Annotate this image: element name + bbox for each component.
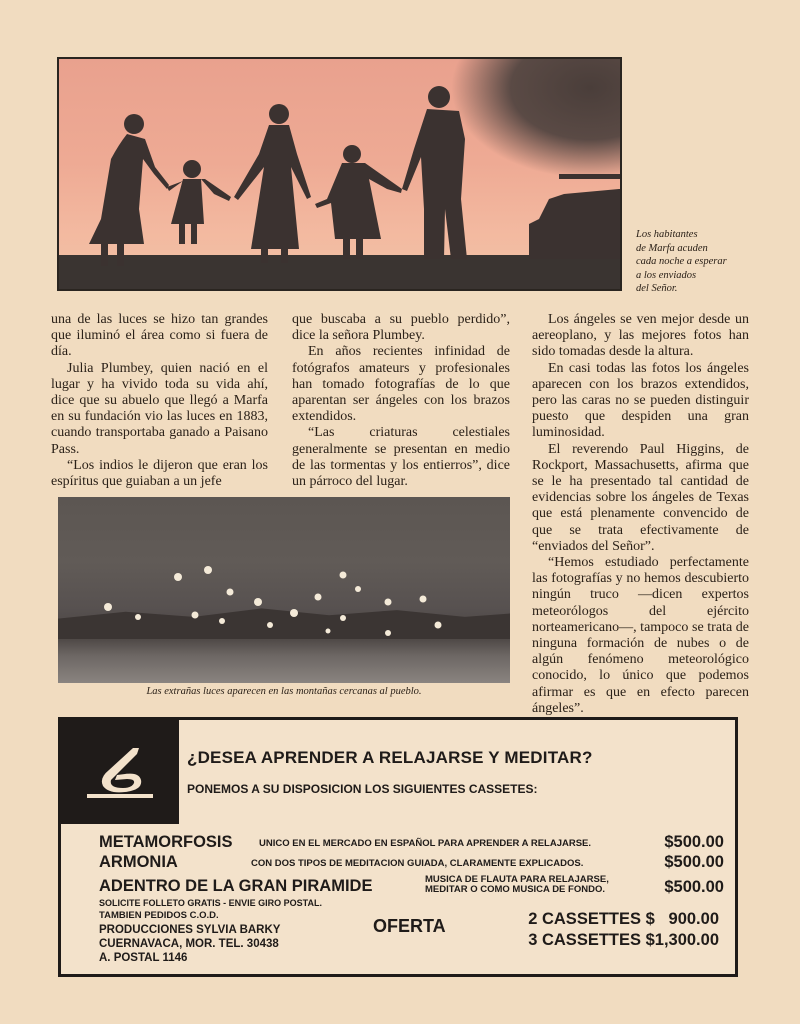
paragraph: En años recientes infinidad de fotógrafos amateurs y profesionales han tomado fotografías de lo que aparentan ser ángeles con los brazos extendidos. (292, 344, 510, 425)
cassette-item (99, 833, 724, 853)
article-column-3 (532, 312, 749, 717)
paragraph: Los ángeles se ven mejor desde un aereoplano, y las mejores fotos han sido tomadas desde la altura. (532, 312, 749, 360)
logo-block (61, 720, 179, 824)
offer-label: OFERTA (373, 916, 446, 936)
cassette-name: ARMONIA (99, 853, 178, 871)
article-column-1 (51, 312, 268, 490)
paragraph: El reverendo Paul Higgins, de Rockport, Massachusetts, afirma que se le ha presentado tal cantidad de evidencias sobre los ángeles de Texas que está plenamente convencido de que se trata efectivamente de “enviados del Señor”. (532, 441, 749, 554)
contact-details (99, 923, 280, 965)
ad-note: SOLICITE FOLLETO GRATIS - ENVIE GIRO POSTAL. (99, 898, 323, 908)
cassette-price: $500.00 (664, 833, 724, 851)
contact-line: A. POSTAL 1146 (99, 952, 188, 964)
contact-info (99, 910, 219, 922)
cassette-item (99, 853, 724, 873)
ad-subhead: PONEMOS A SU DISPOSICION LOS SIGUIENTES CASSETES: (187, 782, 538, 796)
cassette-advertisement (58, 717, 738, 977)
family-silhouette-photo (57, 57, 622, 291)
paragraph: En casi todas las fotos los ángeles aparecen con los brazos extendidos, pero las caras no se pueden distinguir puesto que despiden una gran luminosidad. (532, 360, 749, 441)
offer-price: $ 900.00 (645, 910, 719, 928)
offer-quantity: 2 CASSETTES (528, 910, 641, 928)
offer-line (528, 931, 719, 950)
description-line: MEDITAR O COMO MUSICA DE FONDO. (425, 884, 605, 895)
caption-line: a los enviados (636, 269, 697, 281)
offer-price: $1,300.00 (645, 931, 719, 949)
paragraph: “Hemos estudiado perfectamente las fotografías y no hemos descubierto ningún truco —dicen expertos meteorólogos del ejército norteamericano—, tampoco se trata de ninguna formación de nubes o de algún fenómeno meteorológico conocido, lo único que podemos afirmar es que en efecto parecen ángeles”. (532, 555, 749, 716)
paragraph: una de las luces se hizo tan grandes que iluminó el área como si fuera de día. (51, 312, 268, 360)
contact-line: TAMBIEN PEDIDOS C.O.D. (99, 910, 219, 921)
paragraph: “Los indios le dijeron que eran los espíritus que guiaban a un jefe (51, 457, 268, 490)
mountain-lights-photo (58, 497, 510, 683)
paragraph: “Las criaturas celestiales generalmente se presentan en medio de las tormentas y los entierros”, dice un párroco del lugar. (292, 425, 510, 490)
cassette-price: $500.00 (664, 853, 724, 871)
cassette-item (99, 875, 724, 899)
offer-line (528, 910, 719, 929)
cassette-price: $500.00 (664, 878, 724, 896)
article-column-2 (292, 312, 510, 490)
paragraph: Julia Plumbey, quien nació en el lugar y ha vivido toda su vida ahí, dice que su abuelo que llegó a Marfa en su fundación vio las luces en 1883, cuando transportaba ganado a Paisano Pass. (51, 360, 268, 457)
cassette-description: UNICO EN EL MERCADO EN ESPAÑOL PARA APRENDER A RELAJARSE. (259, 838, 592, 849)
caption-line: Los habitantes (636, 229, 698, 240)
caption-line: cada noche a esperar (636, 256, 727, 267)
cassette-description: CON DOS TIPOS DE MEDITACION GUIADA, CLARAMENTE EXPLICADOS. (251, 858, 584, 869)
paragraph: que buscaba a su pueblo perdido”, dice la señora Plumbey. (292, 312, 510, 344)
description-line: MUSICA DE FLAUTA PARA RELAJARSE, (425, 874, 609, 885)
brand-logo-icon (85, 742, 155, 802)
contact-line: PRODUCCIONES SYLVIA BARKY (99, 924, 281, 936)
cassette-name: METAMORFOSIS (99, 833, 233, 851)
ad-headline: ¿DESEA APRENDER A RELAJARSE Y MEDITAR? (187, 748, 593, 767)
cassette-description (425, 875, 609, 895)
top-photo-caption (636, 228, 756, 296)
caption-line: de Marfa acuden (636, 242, 708, 254)
offer-quantity: 3 CASSETTES (528, 931, 641, 949)
silhouettes (59, 59, 622, 291)
lights (58, 497, 510, 683)
contact-line: CUERNAVACA, MOR. TEL. 30438 (99, 938, 279, 950)
bottom-photo-caption: Las extrañas luces aparecen en las montañas cercanas al pueblo. (146, 686, 422, 697)
caption-line: del Señor. (636, 283, 678, 294)
cassette-name: ADENTRO DE LA GRAN PIRAMIDE (99, 877, 373, 895)
